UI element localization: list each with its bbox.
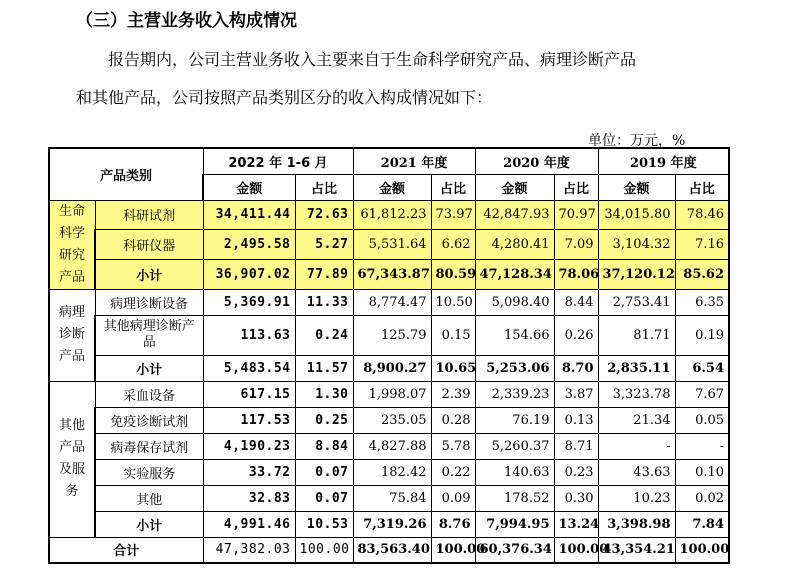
cell: 0.30: [554, 485, 598, 511]
cell: 6.54: [675, 355, 729, 381]
cell: 43,354.21: [598, 537, 675, 563]
cell: 2,495.58: [203, 230, 295, 260]
table-row: [49, 485, 729, 511]
period-header: 2019 年度: [598, 148, 729, 174]
cell: -: [598, 433, 675, 459]
table-row: [49, 230, 729, 260]
cell: 33.72: [203, 459, 295, 485]
cell: 182.42: [353, 459, 431, 485]
cell: 32.83: [203, 485, 295, 511]
ratio-header: 占比: [431, 174, 475, 200]
cell: 113.63: [203, 315, 295, 355]
cell: 8.76: [431, 511, 475, 537]
ratio-header: 占比: [675, 174, 729, 200]
cell: 8.84: [295, 433, 353, 459]
amount-header: 金额: [598, 174, 675, 200]
cell: 1,998.07: [353, 381, 431, 407]
cell: 83,563.40: [353, 537, 431, 563]
cell: 0.10: [675, 459, 729, 485]
cell: -: [675, 433, 729, 459]
cell: 4,280.41: [475, 230, 554, 260]
cell: 2,339.23: [475, 381, 554, 407]
table-row: [49, 315, 729, 355]
cell: 3,323.78: [598, 381, 675, 407]
cell: 5,260.37: [475, 433, 554, 459]
cell: 1.30: [295, 381, 353, 407]
row-label: 科研试剂: [95, 200, 203, 230]
row-label: 免疫诊断试剂: [95, 407, 203, 433]
cell: 0.05: [675, 407, 729, 433]
cell: 0.07: [295, 459, 353, 485]
cell: 100.00: [675, 537, 729, 563]
cell: 10.50: [431, 289, 475, 315]
cell: 5.78: [431, 433, 475, 459]
subtotal-row: [49, 259, 729, 289]
row-label: 科研仪器: [95, 230, 203, 260]
cell: 85.62: [675, 259, 729, 289]
cell: 178.52: [475, 485, 554, 511]
row-label: 小计: [95, 355, 203, 381]
cell: 5,253.06: [475, 355, 554, 381]
row-label: 实验服务: [95, 459, 203, 485]
period-header: 2021 年度: [353, 148, 475, 174]
cell: 7,994.95: [475, 511, 554, 537]
cell: 43.63: [598, 459, 675, 485]
cell: 0.07: [295, 485, 353, 511]
cell: 7.84: [675, 511, 729, 537]
section-heading: （三）主营业务收入构成情况: [76, 11, 297, 31]
cell: 0.15: [431, 315, 475, 355]
cell: 0.25: [295, 407, 353, 433]
cell: 5,483.54: [203, 355, 295, 381]
amount-header: 金额: [203, 174, 295, 200]
table-row: [49, 459, 729, 485]
group-label: 其他产品及服务: [49, 381, 95, 537]
cell: 8.71: [554, 433, 598, 459]
intro-paragraph-line2: 和其他产品，公司按照产品类别区分的收入构成情况如下：: [76, 88, 493, 107]
cell: 3,398.98: [598, 511, 675, 537]
revenue-composition-table: [48, 147, 730, 564]
cell: 2,835.11: [598, 355, 675, 381]
cell: 2.39: [431, 381, 475, 407]
table-row: [49, 407, 729, 433]
cell: 0.23: [554, 459, 598, 485]
subtotal-row: [49, 355, 729, 381]
ratio-header: 占比: [554, 174, 598, 200]
table-row: [49, 381, 729, 407]
subtotal-row: [49, 511, 729, 537]
cell: 10.65: [431, 355, 475, 381]
cell: 7.67: [675, 381, 729, 407]
cell: 0.28: [431, 407, 475, 433]
cell: 36,907.02: [203, 259, 295, 289]
cell: 42,847.93: [475, 200, 554, 230]
cell: 78.46: [675, 200, 729, 230]
table-header-row: [49, 148, 729, 174]
category-header: 产品类别: [49, 148, 203, 200]
cell: 5,531.64: [353, 230, 431, 260]
cell: 70.97: [554, 200, 598, 230]
cell: 76.19: [475, 407, 554, 433]
cell: 7.09: [554, 230, 598, 260]
table-row: [49, 200, 729, 230]
cell: 617.15: [203, 381, 295, 407]
group-label: 病理诊断产品: [49, 289, 95, 381]
row-label: 病毒保存试剂: [95, 433, 203, 459]
cell: 78.06: [554, 259, 598, 289]
cell: 4,827.88: [353, 433, 431, 459]
cell: 140.63: [475, 459, 554, 485]
cell: 3.87: [554, 381, 598, 407]
cell: 80.59: [431, 259, 475, 289]
cell: 0.02: [675, 485, 729, 511]
cell: 37,120.12: [598, 259, 675, 289]
row-label: 小计: [95, 511, 203, 537]
cell: 7,319.26: [353, 511, 431, 537]
unit-label: 单位：万元，%: [588, 133, 686, 149]
cell: 125.79: [353, 315, 431, 355]
cell: 77.89: [295, 259, 353, 289]
cell: 0.13: [554, 407, 598, 433]
cell: 8,900.27: [353, 355, 431, 381]
cell: 61,812.23: [353, 200, 431, 230]
cell: 100.00: [554, 537, 598, 563]
cell: 0.22: [431, 459, 475, 485]
period-header: 2022 年 1-6 月: [203, 148, 353, 174]
amount-header: 金额: [353, 174, 431, 200]
cell: 34,015.80: [598, 200, 675, 230]
cell: 10.53: [295, 511, 353, 537]
cell: 11.33: [295, 289, 353, 315]
row-label: 采血设备: [95, 381, 203, 407]
table-row: [49, 289, 729, 315]
cell: 8.44: [554, 289, 598, 315]
intro-paragraph-line1: 报告期内，公司主营业务收入主要来自于生命科学研究产品、病理诊断产品: [108, 50, 637, 69]
cell: 2,753.41: [598, 289, 675, 315]
cell: 5,098.40: [475, 289, 554, 315]
total-label: 合计: [49, 537, 203, 563]
cell: 0.19: [675, 315, 729, 355]
cell: 11.57: [295, 355, 353, 381]
cell: 0.09: [431, 485, 475, 511]
cell: 3,104.32: [598, 230, 675, 260]
cell: 8,774.47: [353, 289, 431, 315]
cell: 5,369.91: [203, 289, 295, 315]
cell: 8.70: [554, 355, 598, 381]
cell: 4,190.23: [203, 433, 295, 459]
cell: 235.05: [353, 407, 431, 433]
cell: 7.16: [675, 230, 729, 260]
cell: 100.00: [431, 537, 475, 563]
group-label: 生命科学研究产品: [49, 200, 95, 289]
cell: 6.35: [675, 289, 729, 315]
cell: 73.97: [431, 200, 475, 230]
cell: 47,128.34: [475, 259, 554, 289]
cell: 0.24: [295, 315, 353, 355]
cell: 10.23: [598, 485, 675, 511]
amount-header: 金额: [475, 174, 554, 200]
cell: 6.62: [431, 230, 475, 260]
cell: 154.66: [475, 315, 554, 355]
period-header: 2020 年度: [475, 148, 598, 174]
cell: 60,376.34: [475, 537, 554, 563]
row-label: 其他: [95, 485, 203, 511]
cell: 13.24: [554, 511, 598, 537]
total-row: [49, 537, 729, 563]
cell: 75.84: [353, 485, 431, 511]
row-label: 病理诊断设备: [95, 289, 203, 315]
cell: 21.34: [598, 407, 675, 433]
cell: 5.27: [295, 230, 353, 260]
cell: 34,411.44: [203, 200, 295, 230]
row-label: 其他病理诊断产品: [95, 315, 203, 355]
cell: 100.00: [295, 537, 353, 563]
row-label: 小计: [95, 259, 203, 289]
table-row: [49, 433, 729, 459]
ratio-header: 占比: [295, 174, 353, 200]
cell: 47,382.03: [203, 537, 295, 563]
cell: 72.63: [295, 200, 353, 230]
cell: 81.71: [598, 315, 675, 355]
cell: 67,343.87: [353, 259, 431, 289]
cell: 0.26: [554, 315, 598, 355]
cell: 117.53: [203, 407, 295, 433]
cell: 4,991.46: [203, 511, 295, 537]
